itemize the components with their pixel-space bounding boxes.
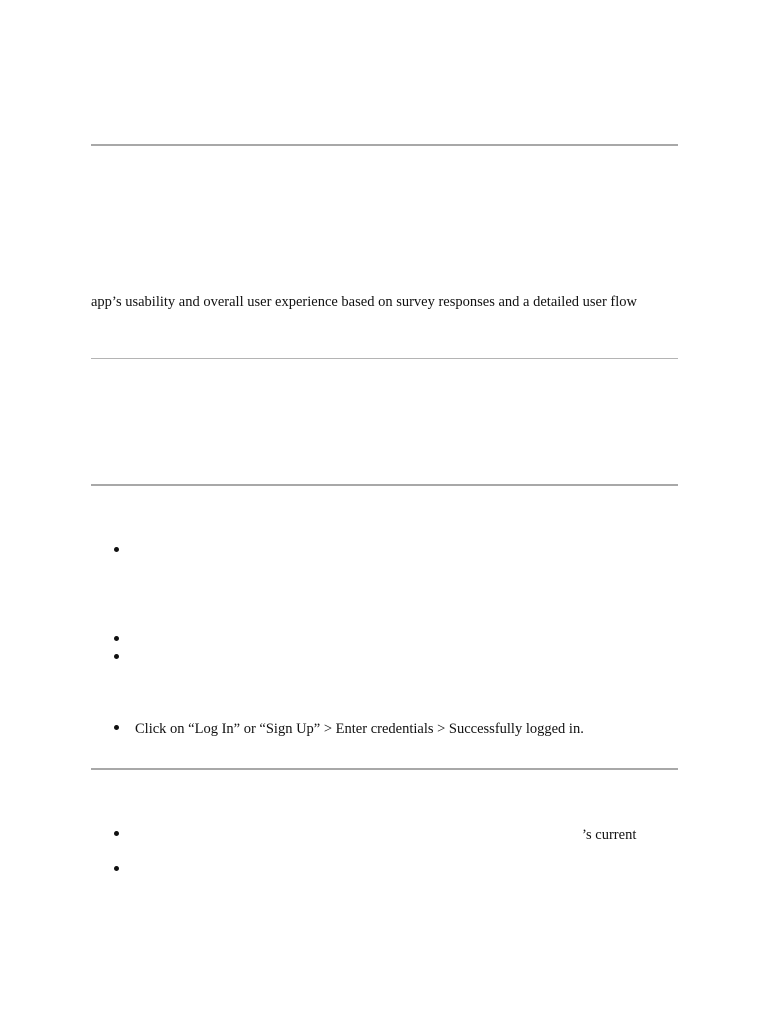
list-bullet: [114, 725, 119, 730]
list-bullet: [114, 831, 119, 836]
section-divider: [91, 358, 678, 359]
login-step-item: Click on “Log In” or “Sign Up” > Enter credentials > Successfully logged in.: [135, 721, 584, 737]
list-bullet: [114, 547, 119, 552]
list-bullet: [114, 866, 119, 871]
intro-paragraph: app’s usability and overall user experience based on survey responses and a detailed user flow: [91, 294, 637, 310]
section-divider: [91, 768, 678, 770]
list-bullet: [114, 654, 119, 659]
section-divider: [91, 144, 678, 146]
list-bullet: [114, 636, 119, 641]
findings-text-fragment: ’s current: [582, 827, 637, 843]
section-divider: [91, 484, 678, 486]
